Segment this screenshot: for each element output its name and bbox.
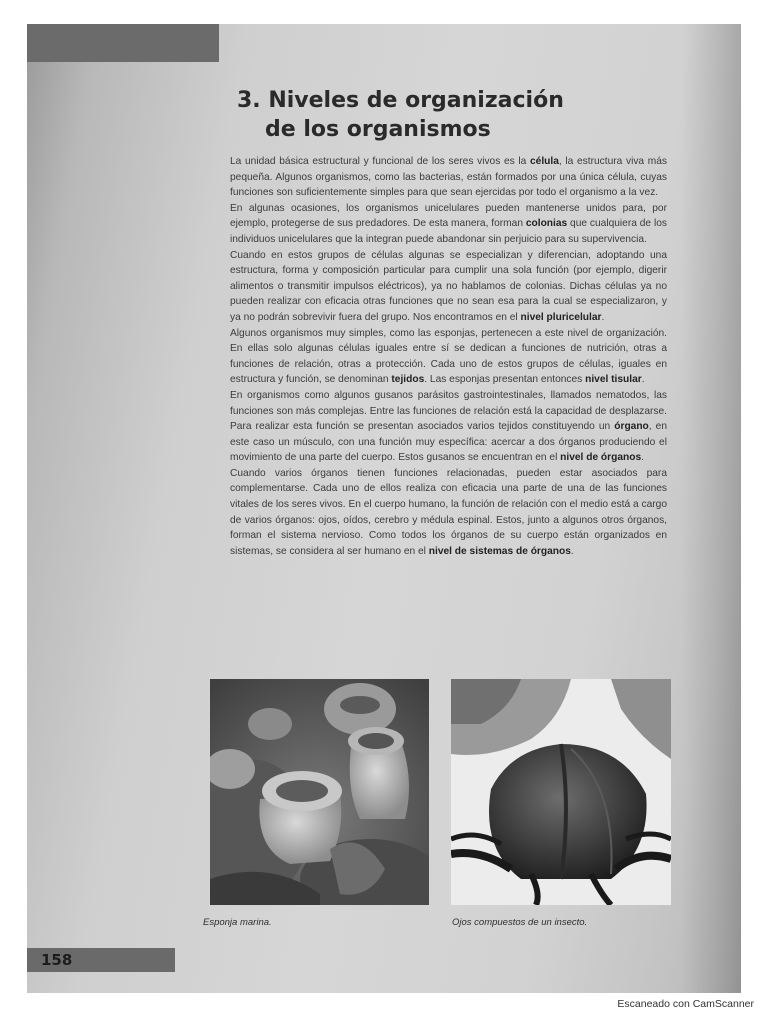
page-number: 158 bbox=[41, 951, 73, 969]
bold-term: nivel tisular bbox=[585, 374, 642, 386]
body-paragraph bbox=[230, 388, 667, 466]
bold-term: nivel de órganos bbox=[560, 452, 642, 464]
insect-eyes-image bbox=[451, 679, 671, 905]
body-paragraph bbox=[230, 201, 667, 248]
text-run: . bbox=[641, 452, 644, 464]
scanner-watermark: Escaneado con CamScanner bbox=[617, 998, 754, 1010]
text-run: . bbox=[570, 545, 574, 557]
bold-term: célula bbox=[530, 156, 559, 167]
section-title bbox=[237, 86, 657, 144]
body-text bbox=[230, 154, 667, 559]
scanned-page bbox=[27, 24, 741, 993]
text-run: Cuando varios órganos tienen funciones relacionadas, pueden estar asociados para complementarse. Cada uno de ellos realiza con eficacia una parte de una de las funciones vitales de los seres vivos. En el cuerpo humano, la función de relación con el medio está a cargo de varios órganos: ojos, oídos, cerebro y médula espinal. Estos, junto a algunos otros órganos, forman el sistema nervioso. Como todos los órganos de su cuerpo están organizados en sistemas, se considera al ser humano en el bbox=[230, 467, 667, 557]
bold-term: órgano bbox=[614, 421, 649, 433]
sea-sponge-photo bbox=[210, 679, 429, 905]
bold-term: nivel de sistemas de órganos bbox=[428, 545, 571, 557]
text-run: . Las esponjas presentan entonces bbox=[424, 374, 586, 386]
text-run: . bbox=[601, 311, 605, 323]
text-run: Algunos organismos muy simples, como las esponjas, pertenecen a este nivel de organización. En ellas solo algunas células iguales entre sí se dedican a funciones de nutrición, otras a funciones de relación, otras a protección. Cada uno de estos grupos de células, iguales en estructura y función, se denominan bbox=[230, 327, 667, 386]
text-run: Cuando en estos grupos de células algunas se especializan y diferencian, adoptando una estructura, forma y composición particular para cumplir una sola función (por ejemplo, digerir alimentos o transmitir impulsos eléctricos), ya no hablamos de colonias. Dichas células ya no pueden realizar con eficacia otras funciones que no sean esa para la cual se especializaron, y ya no podrán sobrevivir fuera del grupo. Nos encontramos en el bbox=[230, 249, 667, 323]
insect-eyes-caption: Ojos compuestos de un insecto. bbox=[452, 917, 588, 928]
body-paragraph bbox=[230, 326, 667, 388]
bold-term: colonias bbox=[525, 218, 568, 230]
title-line-2: de los organismos bbox=[265, 117, 491, 142]
text-run: La unidad básica estructural y funcional de los seres vivos es la bbox=[230, 156, 531, 167]
text-run: . bbox=[641, 374, 645, 386]
insect-eyes-photo bbox=[451, 679, 671, 905]
text-run: que cualquiera de los individuos unicelulares que la integran puede abandonar sin perjuicio para su supervivencia. bbox=[230, 218, 667, 245]
sea-sponge-caption: Esponja marina. bbox=[203, 917, 272, 928]
body-paragraph bbox=[230, 248, 667, 326]
header-band bbox=[27, 24, 219, 62]
text-run: En algunas ocasiones, los organismos unicelulares pueden mantenerse unidos para, por ejemplo, protegerse de sus predadores. De esta manera, forman bbox=[230, 202, 667, 230]
text-run: , en este caso un músculo, con una función muy específica: acercar a dos órganos produciendo el movimiento de una parte del cuerpo. Estos gusanos se encuentran en el bbox=[230, 421, 667, 464]
bold-term: nivel pluricelular bbox=[520, 311, 602, 323]
sea-sponge-image bbox=[210, 679, 429, 905]
body-paragraph bbox=[230, 466, 667, 560]
text-run: En organismos como algunos gusanos parásitos gastrointestinales, llamados nematodos, las funciones son más complejas. Entre las funciones de relación está la capacidad de desplazarse. Para realizar esta función se presentan asociados varios tejidos constituyendo un bbox=[230, 389, 667, 433]
body-paragraph bbox=[230, 154, 667, 201]
bold-term: tejidos bbox=[391, 374, 425, 386]
text-run: , la estructura viva más pequeña. Algunos organismos, como las bacterias, están formados por una única célula, cuyas funciones son suficientemente simples para que sean ejercidas por todo el organismo a la vez. bbox=[230, 156, 668, 199]
title-line-1: 3. Niveles de organización bbox=[237, 88, 564, 113]
